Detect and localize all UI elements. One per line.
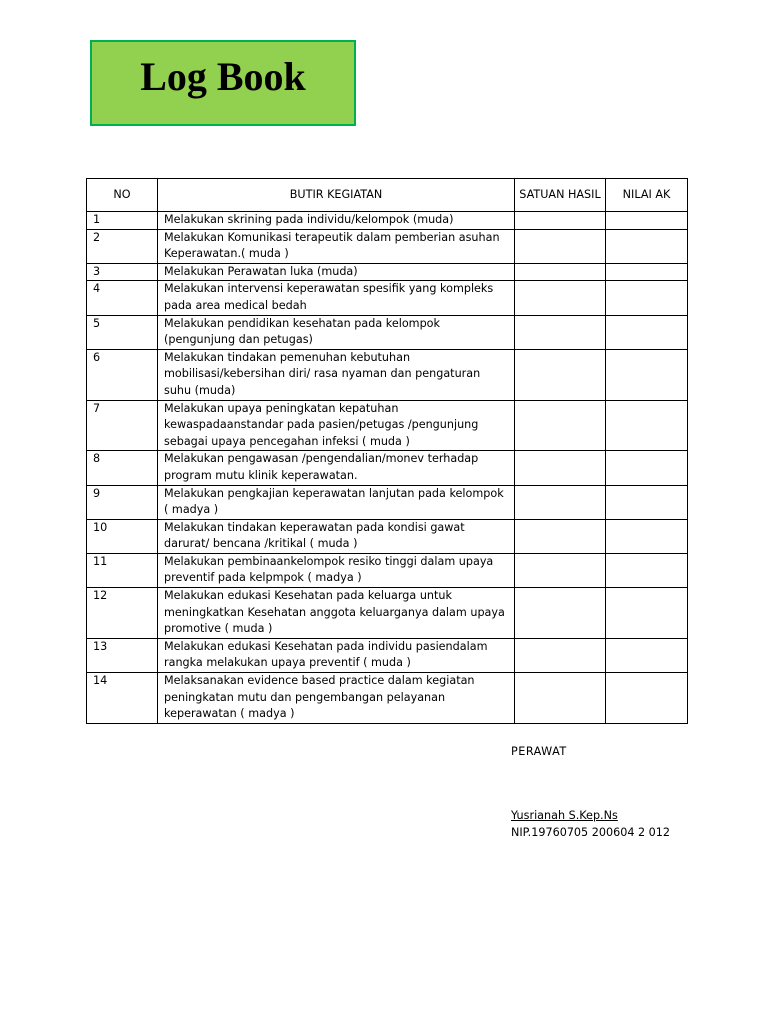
row-value-cell: [606, 638, 688, 672]
signature-nip: NIP.19760705 200604 2 012: [511, 826, 671, 839]
row-activity: Melakukan Perawatan luka (muda): [158, 263, 515, 281]
row-value-cell: [606, 315, 688, 349]
row-unit-cell: [515, 263, 606, 281]
row-number: 9: [87, 485, 158, 519]
row-unit-cell: [515, 400, 606, 451]
table-row: [87, 315, 688, 349]
row-value-cell: [606, 485, 688, 519]
row-number: 2: [87, 229, 158, 263]
table-row: [87, 588, 688, 639]
row-value-cell: [606, 588, 688, 639]
row-activity: Melakukan tindakan keperawatan pada kondisi gawat darurat/ bencana /kritikal ( muda ): [158, 519, 515, 553]
table-row: [87, 212, 688, 230]
row-number: 3: [87, 263, 158, 281]
row-value-cell: [606, 519, 688, 553]
row-number: 5: [87, 315, 158, 349]
row-number: 7: [87, 400, 158, 451]
table-row: [87, 485, 688, 519]
table-row: [87, 553, 688, 587]
table-row: [87, 400, 688, 451]
row-unit-cell: [515, 638, 606, 672]
log-table: [86, 178, 688, 724]
row-unit-cell: [515, 553, 606, 587]
row-activity: Melakukan Komunikasi terapeutik dalam pemberian asuhan Keperawatan.( muda ): [158, 229, 515, 263]
signature-role: PERAWAT: [511, 745, 567, 758]
table-row: [87, 673, 688, 724]
row-activity: Melakukan edukasi Kesehatan pada individu pasiendalam rangka melakukan upaya preventif ( muda ): [158, 638, 515, 672]
table-row: [87, 263, 688, 281]
row-value-cell: [606, 263, 688, 281]
row-activity: Melakukan tindakan pemenuhan kebutuhan mobilisasi/kebersihan diri/ rasa nyaman dan pengaturan suhu (muda): [158, 349, 515, 400]
column-header-unit: SATUAN HASIL: [515, 179, 606, 212]
title-box: [90, 40, 356, 126]
table-row: [87, 638, 688, 672]
row-unit-cell: [515, 229, 606, 263]
row-value-cell: [606, 229, 688, 263]
signature-name: Yusrianah S.Kep.Ns: [511, 809, 618, 822]
table-header-row: [87, 179, 688, 212]
row-unit-cell: [515, 485, 606, 519]
table-row: [87, 349, 688, 400]
row-activity: Melakukan pembinaankelompok resiko tinggi dalam upaya preventif pada kelpmpok ( madya ): [158, 553, 515, 587]
row-unit-cell: [515, 212, 606, 230]
row-number: 4: [87, 281, 158, 315]
row-activity: Melakukan pengkajian keperawatan lanjutan pada kelompok ( madya ): [158, 485, 515, 519]
row-activity: Melakukan intervensi keperawatan spesifik yang kompleks pada area medical bedah: [158, 281, 515, 315]
row-value-cell: [606, 553, 688, 587]
row-unit-cell: [515, 519, 606, 553]
document-title: Log Book: [140, 53, 306, 99]
row-activity: Melakukan upaya peningkatan kepatuhan kewaspadaanstandar pada pasien/petugas /pengunjung sebagai upaya pencegahan infeksi ( muda ): [158, 400, 515, 451]
column-header-value: NILAI AK: [606, 179, 688, 212]
row-value-cell: [606, 212, 688, 230]
row-number: 1: [87, 212, 158, 230]
row-activity: Melakukan edukasi Kesehatan pada keluarga untuk meningkatkan Kesehatan anggota keluarganya dalam upaya promotive ( muda ): [158, 588, 515, 639]
row-unit-cell: [515, 588, 606, 639]
column-header-activity: BUTIR KEGIATAN: [158, 179, 515, 212]
row-unit-cell: [515, 281, 606, 315]
row-unit-cell: [515, 451, 606, 485]
row-unit-cell: [515, 349, 606, 400]
table-row: [87, 451, 688, 485]
row-value-cell: [606, 673, 688, 724]
row-activity: Melaksanakan evidence based practice dalam kegiatan peningkatan mutu dan pengembangan pelayanan keperawatan ( madya ): [158, 673, 515, 724]
row-value-cell: [606, 281, 688, 315]
row-number: 13: [87, 638, 158, 672]
row-number: 10: [87, 519, 158, 553]
column-header-no: NO: [87, 179, 158, 212]
row-value-cell: [606, 400, 688, 451]
table-row: [87, 519, 688, 553]
row-value-cell: [606, 349, 688, 400]
row-activity: Melakukan pendidikan kesehatan pada kelompok (pengunjung dan petugas): [158, 315, 515, 349]
row-value-cell: [606, 451, 688, 485]
table-row: [87, 281, 688, 315]
row-number: 12: [87, 588, 158, 639]
row-activity: Melakukan skrining pada individu/kelompok (muda): [158, 212, 515, 230]
row-unit-cell: [515, 315, 606, 349]
row-number: 11: [87, 553, 158, 587]
table-row: [87, 229, 688, 263]
row-activity: Melakukan pengawasan /pengendalian/monev terhadap program mutu klinik keperawatan.: [158, 451, 515, 485]
row-number: 14: [87, 673, 158, 724]
row-unit-cell: [515, 673, 606, 724]
row-number: 8: [87, 451, 158, 485]
row-number: 6: [87, 349, 158, 400]
